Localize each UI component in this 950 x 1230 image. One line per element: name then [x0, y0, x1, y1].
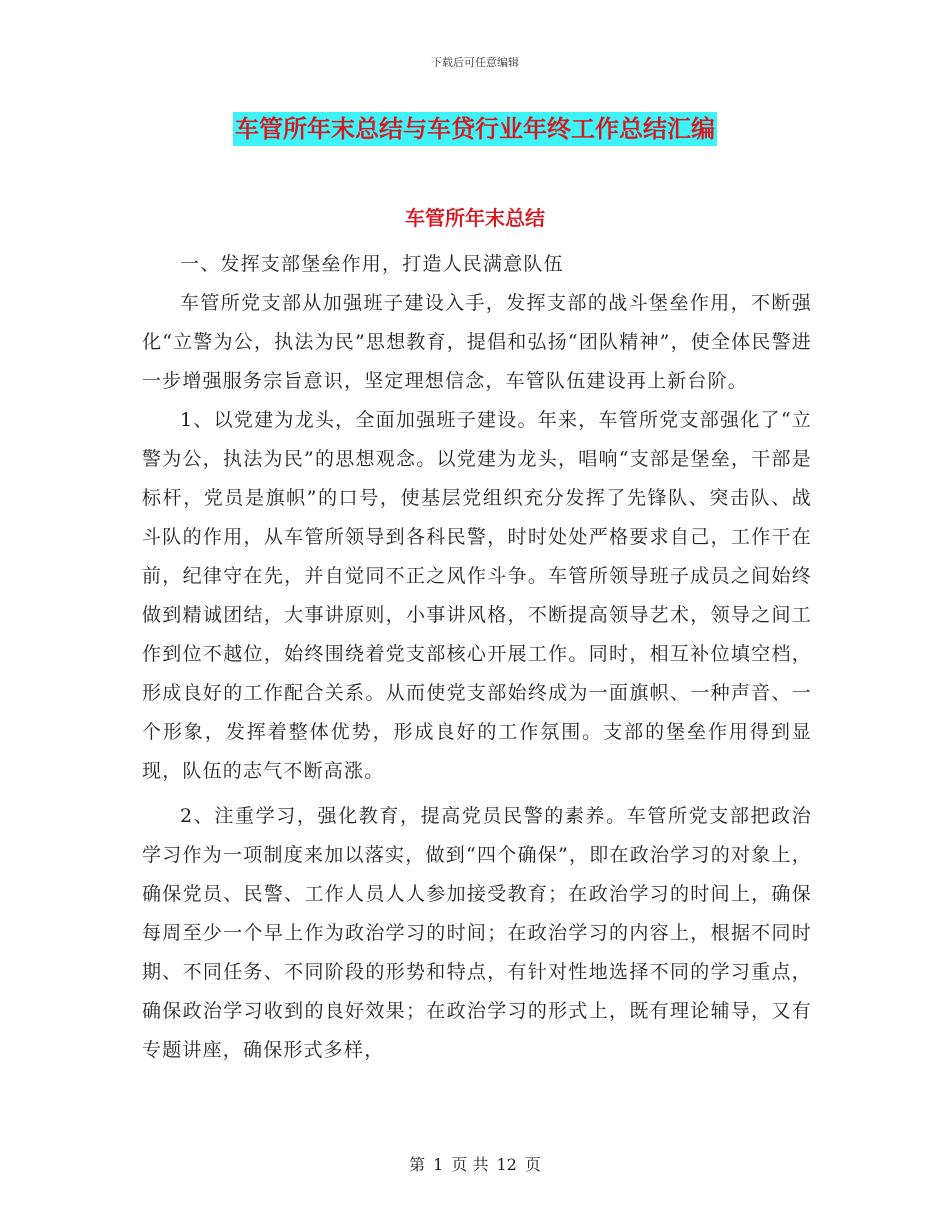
header-note: 下载后可任意编辑: [431, 56, 519, 69]
page-footer: [0, 1152, 950, 1175]
page-mid-text: 页 共: [451, 1155, 489, 1174]
document-main-title: 车管所年末总结与车贷行业年终工作总结汇编: [233, 112, 717, 146]
document-body: [142, 245, 812, 1070]
page-suffix: 页: [524, 1155, 541, 1174]
page-prefix: 第: [409, 1155, 426, 1174]
body-paragraph: 车管所党支部从加强班子建设入手，发挥支部的战斗堡垒作用，不断强化“立警为公，执法为民”思想教育，提倡和弘扬“团队精神”，使全体民警进一步增强服务宗旨意识，坚定理想信念，车管队伍建设再上新台阶。: [142, 292, 812, 392]
body-paragraph: 2、注重学习，强化教育，提高党员民警的素养。车管所党支部把政治学习作为一项制度来加以落实，做到“四个确保”，即在政治学习的对象上，确保党员、民警、工作人员人人参加接受教育；在政治学习的时间上，确保每周至少一个早上作为政治学习的时间；在政治学习的内容上，根据不同时期、不同任务、不同阶段的形势和特点，有针对性地选择不同的学习重点，确保政治学习收到的良好效果；在政治学习的形式上，既有理论辅导，又有专题讲座，确保形式多样，: [142, 805, 812, 1061]
body-paragraph: 1、以党建为龙头，全面加强班子建设。年来，车管所党支部强化了“立警为公，执法为民”的思想观念。以党建为龙头，唱响“支部是堡垒，干部是标杆，党员是旗帜”的口号，使基层党组织充分发挥了先锋队、突击队、战斗队的作用，从车管所领导到各科民警，时时处处严格要求自己，工作干在前，纪律守在先，并自觉同不正之风作斗争。车管所领导班子成员之间始终做到精诚团结，大事讲原则，小事讲风格，不断提高领导艺术，领导之间工作到位不越位，始终围绕着党支部核心开展工作。同时，相互补位填空档，形成良好的工作配合关系。从而使党支部始终成为一面旗帜、一种声音、一个形象，发挥着整体优势，形成良好的工作氛围。支部的堡垒作用得到显现，队伍的志气不断高涨。: [142, 409, 812, 782]
section-heading-paragraph: 一、发挥支部堡垒作用，打造人民满意队伍: [180, 253, 564, 275]
page-total-number: 12: [496, 1155, 517, 1174]
page-current-number: 1: [433, 1155, 444, 1174]
section-title: 车管所年末总结: [405, 206, 545, 230]
